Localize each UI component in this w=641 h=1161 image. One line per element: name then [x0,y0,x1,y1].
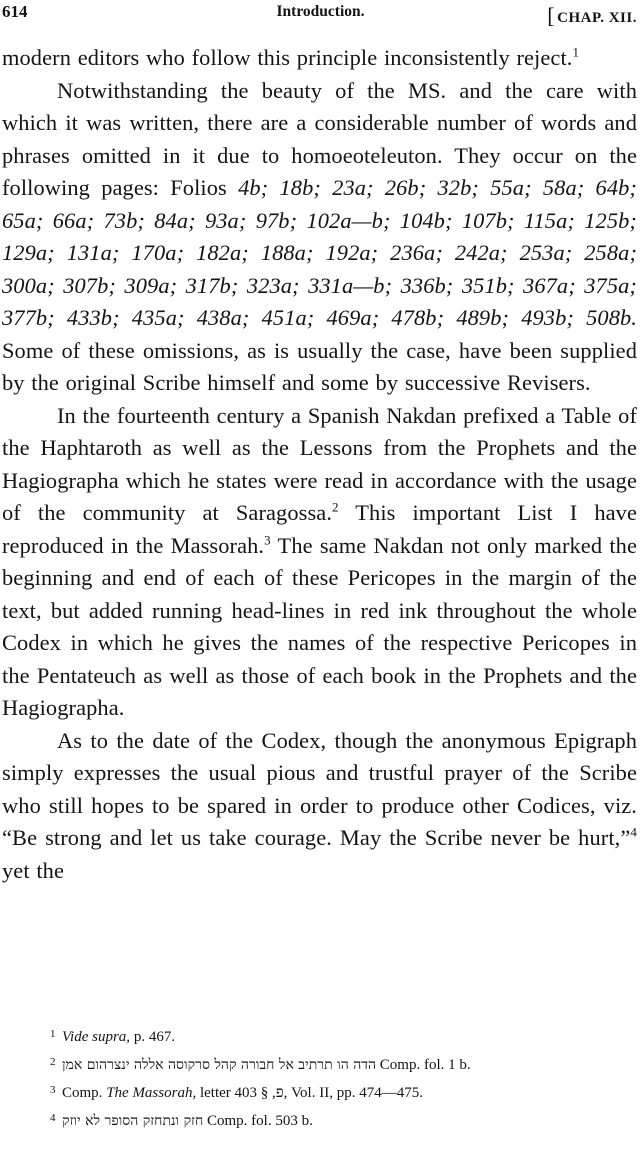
footnote-ref-1: 1 [572,44,580,60]
footnote-number: 3 [50,1084,56,1096]
folio-list: 4b; 18b; 23a; 26b; 32b; 55a; 58a; 64b; 65a; 66a; 73b; 84a; 93a; 97b; 102a—b; 104b; 107b; 115a; 125b; 129a; 131a; 170a; 182a; 188a; 192a; 236a; 242a; 253a; 258a; 300a; 307b; 309a; 317b; 323a; 331a—b; 336b; 351b; 367a; 375a; 377b; 433b; 435a; 438a; 451a; 469a; 478b; 489b; 493b; 508b. [2,175,637,330]
main-text [2,42,637,887]
running-header [0,2,641,28]
paragraph-1-text: modern editors who follow this principle inconsistently reject. [2,45,573,70]
paragraph-1 [2,42,637,75]
paragraph-2 [2,75,637,400]
footnote-text: Comp. fol. 1 b. [376,1057,471,1073]
chapter-label [547,2,637,28]
footnote-hebrew: חזק ונתחזק הסופר לא יוזק [62,1113,204,1129]
page-number: 614 [2,2,28,21]
paragraph-3-part1: In the fourteenth century a Spanish Nakdan prefixed a Table of the Haphtaroth as well as the Lessons from the Prophets and the Hagiographa which he states were read in accordance with the usage of the community at Saragossa. [2,402,637,525]
paragraph-4-part2: yet the [2,857,65,883]
footnote-4 [50,1107,640,1135]
paragraph-2-intro: Notwithstanding the beauty of the MS. and the care with which it was written, there are a considerable number of words and phrases omitted in it due to homoeoteleuton. They occur on the following pages: Folios [2,77,637,200]
running-title: Introduction. [276,3,365,20]
footnote-2 [50,1051,640,1079]
footnote-ref-2: 2 [332,499,339,515]
footnote-hebrew: הדה הו תרתיב אל חבורה קהל סרקוסה אללה ינצרהום אמן [62,1057,377,1073]
paragraph-4 [2,725,637,888]
footnote-italic: Vide supra, [62,1029,131,1045]
footnotes [50,1023,640,1135]
footnote-text: Comp. fol. 503 b. [203,1113,313,1129]
paragraph-4-part1: As to the date of the Codex, though the anonymous Epigraph simply expresses the usual pious and trustful prayer of the Scribe who still hopes to be spared in order to produce other Codices, viz. “Be strong and let us take courage. May the Scribe never be hurt,” [2,727,637,850]
footnote-1 [50,1023,640,1051]
chapter-bracket: [ [547,3,556,28]
footnote-number: 2 [50,1056,56,1068]
footnote-ref-3: 3 [264,532,271,548]
paragraph-3-part2: This important List I have reproduced in the Massorah. [2,500,637,558]
chapter-text: CHAP. XII. [557,10,637,26]
footnote-italic: The Massorah, [106,1085,197,1101]
footnote-text: letter פ, § 403, Vol. II, pp. 474—475. [196,1085,423,1101]
footnote-3 [50,1079,640,1107]
paragraph-3-part3: The same Nakdan not only marked the beginning and end of each of these Pericopes in the margin of the text, but added running head-lines in red ink throughout the whole Codex in which he gives the names of the respective Pericopes in the Pentateuch as well as those of each book in the Prophets and the Hagiographa. [2,532,637,720]
footnote-text: p. 467. [130,1029,176,1045]
paragraph-2-outro: Some of these omissions, as is usually the case, have been supplied by the original Scribe himself and some by successive Revisers. [2,337,637,395]
footnote-number: 4 [50,1112,56,1124]
footnote-ref-4: 4 [630,824,637,840]
footnote-number: 1 [50,1028,56,1040]
footnote-pre: Comp. [62,1085,107,1101]
paragraph-3 [2,400,637,725]
